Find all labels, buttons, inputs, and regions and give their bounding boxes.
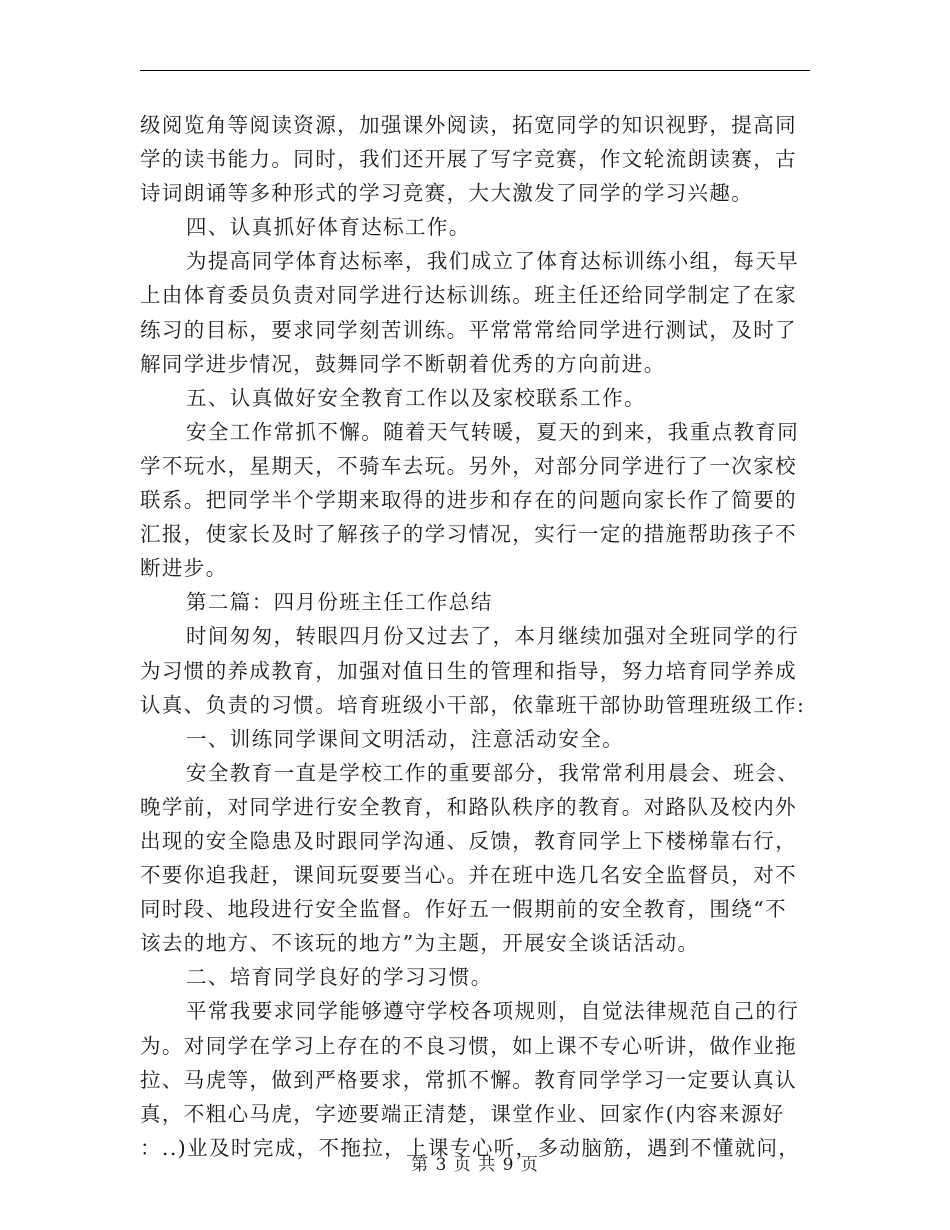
- text-line: 平常我要求同学能够遵守学校各项规则，自觉法律规范自己的行: [186, 999, 800, 1024]
- text-line: 时间匆匆，转眼四月份又过去了，本月继续加强对全班同学的行: [186, 624, 800, 649]
- page-footer: 第 3 页 共 9 页: [411, 1155, 539, 1175]
- text-line: 真，不粗心马虎，字迹要端正清楚，课堂作业、回家作(内容来源好: [140, 1101, 785, 1126]
- text-line: 四、认真抓好体育达标工作。: [186, 215, 471, 240]
- text-line: 一、训练同学课间文明活动，注意活动安全。: [186, 726, 624, 751]
- text-line: 出现的安全隐患及时跟同学沟通、反馈，教育同学上下楼梯靠右行，: [140, 828, 797, 853]
- text-line: 解同学进步情况，鼓舞同学不断朝着优秀的方向前进。: [140, 351, 666, 376]
- text-line: 学的读书能力。同时，我们还开展了写字竞赛，作文轮流朗读赛，古: [140, 147, 797, 172]
- text-line: 晚学前，对同学进行安全教育，和路队秩序的教育。对路队及校内外: [140, 794, 797, 819]
- text-line: 不要你追我赶，课间玩耍要当心。并在班中选几名安全监督员，对不: [140, 863, 797, 888]
- text-line: 安全工作常抓不懈。随着天气转暖，夏天的到来，我重点教育同: [186, 419, 800, 444]
- text-line: 认真、负责的习惯。培育班级小干部，依靠班干部协助管理班级工作:: [140, 692, 806, 717]
- text-line: 联系。把同学半个学期来取得的进步和存在的问题向家长作了简要的: [140, 488, 797, 513]
- text-line: 为习惯的养成教育，加强对值日生的管理和指导，努力培育同学养成: [140, 658, 797, 683]
- text-line: 级阅览角等阅读资源，加强课外阅读，拓宽同学的知识视野，提高同: [140, 113, 797, 137]
- text-line: 上由体育委员负责对同学进行达标训练。班主任还给同学制定了在家: [140, 283, 797, 308]
- text-line: 同时段、地段进行安全监督。作好五一假期前的安全教育，围绕“不: [140, 897, 787, 922]
- text-line: 为提高同学体育达标率，我们成立了体育达标训练小组，每天早: [186, 249, 800, 274]
- text-line: 学不玩水，星期天，不骑车去玩。另外，对部分同学进行了一次家校: [140, 453, 797, 478]
- document-body: [140, 108, 814, 1165]
- text-line: 该去的地方、不该玩的地方”为主题，开展安全谈话活动。: [140, 931, 700, 956]
- text-line: 五、认真做好安全教育工作以及家校联系工作。: [186, 385, 646, 410]
- text-line: 汇报，使家长及时了解孩子的学习情况，实行一定的措施帮助孩子不: [140, 522, 797, 547]
- text-line: 拉、马虎等，做到严格要求，常抓不懈。教育同学学习一定要认真认: [140, 1067, 797, 1092]
- text-line: 安全教育一直是学校工作的重要部分，我常常利用晨会、班会、: [186, 760, 800, 785]
- text-line: 第二篇：四月份班主任工作总结: [186, 590, 493, 615]
- header-rule: [140, 70, 810, 71]
- text-line: 诗词朗诵等多种形式的学习竞赛，大大激发了同学的学习兴趣。: [140, 181, 754, 206]
- text-line: ：..)业及时完成，不拖拉，上课专心听，多动脑筋，遇到不懂就问，: [140, 1135, 801, 1160]
- text-line: 断进步。: [140, 556, 228, 581]
- text-line: 为。对同学在学习上存在的不良习惯，如上课不专心听讲，做作业拖: [140, 1033, 797, 1058]
- text-line: 二、培育同学良好的学习习惯。: [186, 965, 493, 990]
- text-line: 练习的目标，要求同学刻苦训练。平常常常给同学进行测试，及时了: [140, 317, 797, 342]
